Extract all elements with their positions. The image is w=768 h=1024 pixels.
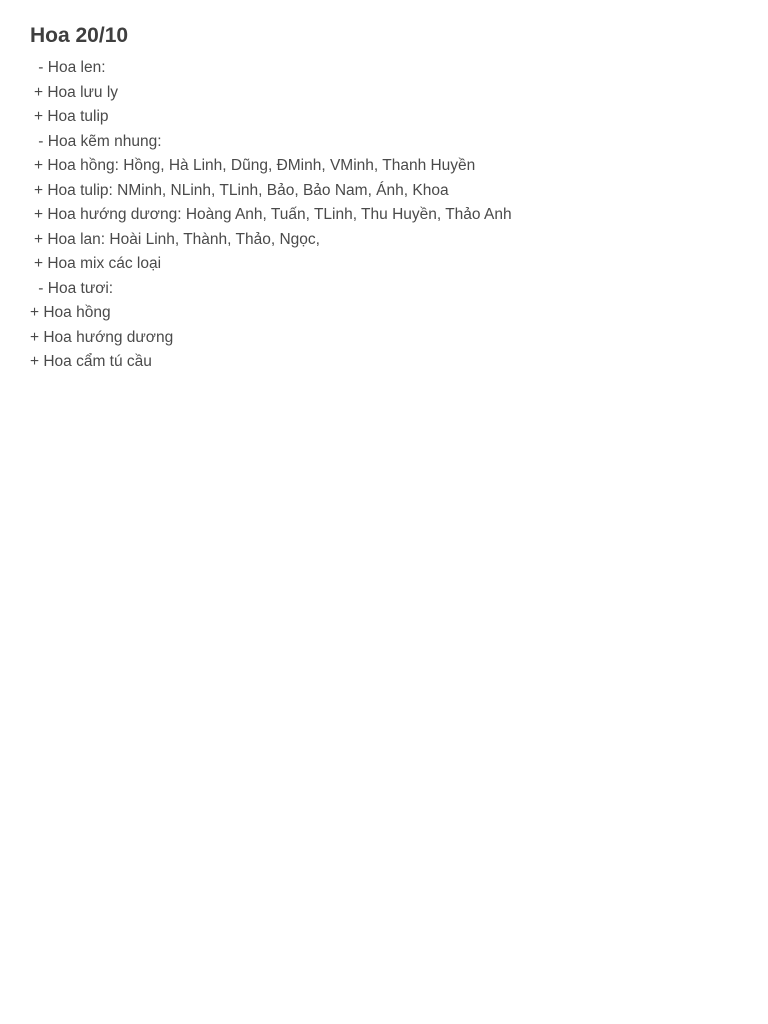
note-line[interactable]: + Hoa hồng bbox=[30, 304, 111, 321]
note-line[interactable]: + Hoa hướng dương: Hoàng Anh, Tuấn, TLinh, Thu Huyền, Thảo Anh bbox=[34, 206, 512, 223]
note-line[interactable]: - Hoa tươi: bbox=[34, 279, 114, 297]
note-line[interactable]: + Hoa tulip bbox=[34, 108, 109, 125]
note-line[interactable]: + Hoa lan: Hoài Linh, Thành, Thảo, Ngọc, bbox=[34, 230, 320, 248]
note-content[interactable] bbox=[0, 0, 768, 375]
note-title[interactable]: Hoa 20/10 bbox=[30, 24, 129, 47]
note-line[interactable]: + Hoa hồng: Hồng, Hà Linh, Dũng, ĐMinh, VMinh, Thanh Huyền bbox=[34, 157, 476, 174]
note-line[interactable]: + Hoa lưu ly bbox=[34, 83, 119, 101]
note-line[interactable]: + Hoa tulip: NMinh, NLinh, TLinh, Bảo, Bảo Nam, Ánh, Khoa bbox=[34, 181, 449, 199]
note-line[interactable]: + Hoa hướng dương bbox=[30, 328, 174, 346]
note-line[interactable]: - Hoa len: bbox=[34, 59, 106, 76]
note-body[interactable] bbox=[30, 56, 768, 375]
note-line[interactable]: + Hoa mix các loại bbox=[34, 255, 162, 272]
note-line[interactable]: + Hoa cẩm tú cầu bbox=[30, 353, 152, 370]
note-line[interactable]: - Hoa kẽm nhung: bbox=[34, 132, 162, 150]
